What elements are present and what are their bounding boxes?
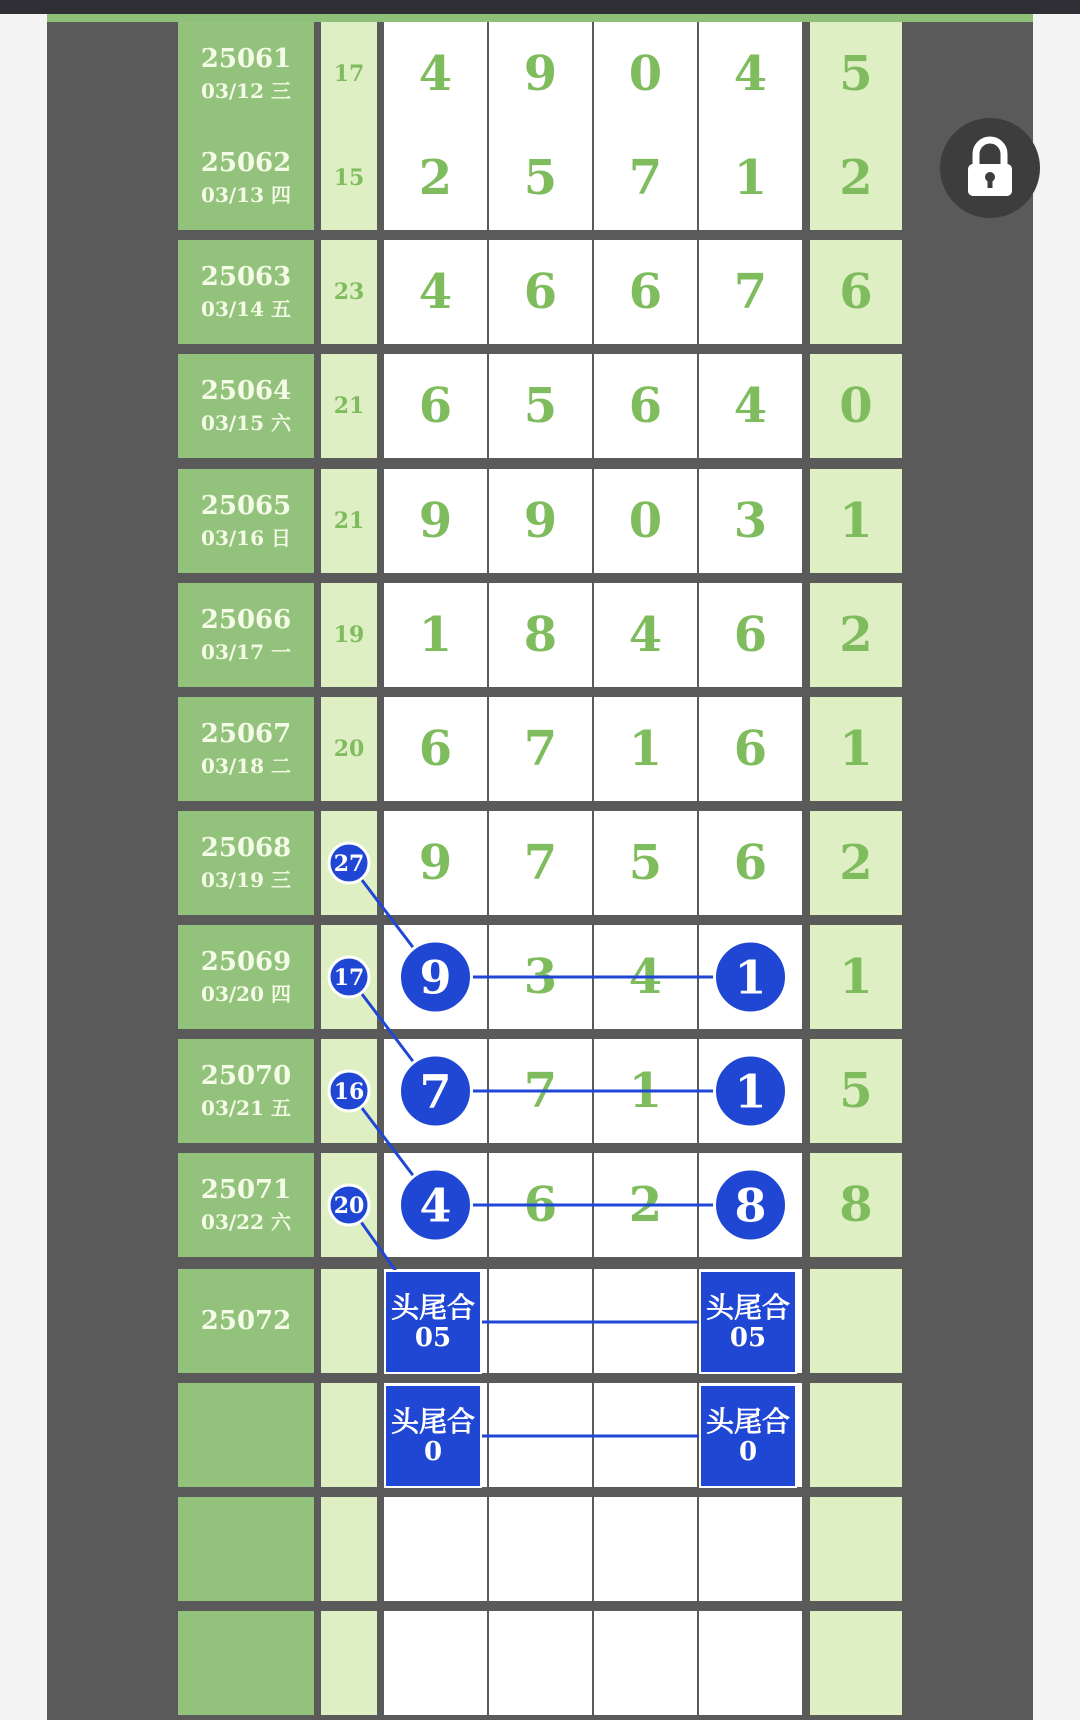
head-digit-marker-text: 7 <box>419 1064 452 1119</box>
tail-digit-marker-text: 8 <box>734 1178 767 1233</box>
digit-value: 3 <box>733 493 768 549</box>
digit-value: 0 <box>628 46 663 102</box>
issue-number: 25066 <box>200 605 292 635</box>
digit-value: 7 <box>733 264 768 320</box>
digit-value: 4 <box>733 378 768 434</box>
issue-number: 25069 <box>200 947 292 977</box>
issue-number: 25065 <box>200 491 292 521</box>
issue-date: 03/14 五 <box>201 297 291 321</box>
digit-value: 7 <box>523 1063 558 1119</box>
digit-value: 4 <box>418 46 453 102</box>
issue-date: 03/21 五 <box>201 1096 291 1120</box>
digit-value: 3 <box>523 949 558 1005</box>
digit-value: 1 <box>628 721 663 777</box>
sum-marker-text: 27 <box>333 850 365 877</box>
tail-value: 6 <box>839 264 873 320</box>
issue-date: 03/18 二 <box>201 754 291 778</box>
tail-value: 5 <box>839 1063 873 1119</box>
prediction-value: 0 <box>423 1437 443 1467</box>
tail-digit-marker <box>715 1169 787 1241</box>
sum-marker-text: 17 <box>333 964 365 991</box>
digit-value: 4 <box>733 46 768 102</box>
issue-number: 25067 <box>200 719 292 749</box>
digit-value: 6 <box>733 835 768 891</box>
tail-value: 1 <box>839 493 873 549</box>
tail-digit-marker <box>715 941 787 1013</box>
issue-number: 25068 <box>200 833 292 863</box>
sum-marker <box>329 957 369 997</box>
digit-value: 9 <box>523 46 558 102</box>
digit-value: 1 <box>733 150 768 206</box>
tail-value: 8 <box>839 1177 873 1233</box>
issue-date: 03/17 一 <box>201 640 291 664</box>
digit-value: 6 <box>523 1177 558 1233</box>
digit-value: 7 <box>523 835 558 891</box>
digit-value: 6 <box>628 378 663 434</box>
sum-value: 19 <box>333 622 365 648</box>
digit-value: 4 <box>628 607 663 663</box>
digit-value: 9 <box>523 493 558 549</box>
sum-marker <box>329 843 369 883</box>
prediction-label: 头尾合 <box>390 1291 475 1324</box>
issue-date: 03/22 六 <box>201 1210 291 1234</box>
tail-value: 5 <box>839 46 873 102</box>
prediction-box <box>384 1270 482 1374</box>
head-digit-marker <box>400 1055 472 1127</box>
prediction-value: 05 <box>729 1323 767 1353</box>
sum-value: 23 <box>333 279 365 305</box>
digit-value: 5 <box>523 150 558 206</box>
issue-number: 25061 <box>200 44 292 74</box>
issue-date: 03/20 四 <box>201 982 291 1006</box>
digit-value: 8 <box>523 607 558 663</box>
sum-marker-text: 20 <box>333 1192 365 1219</box>
issue-date: 03/15 六 <box>201 411 291 435</box>
sum-value: 20 <box>333 736 365 762</box>
issue-number: 25064 <box>200 376 292 406</box>
lock-button[interactable] <box>940 118 1040 218</box>
sum-value: 21 <box>333 393 365 419</box>
sum-marker <box>329 1185 369 1225</box>
sum-value: 21 <box>333 508 365 534</box>
tail-value: 2 <box>839 835 873 891</box>
head-digit-marker-text: 4 <box>419 1178 452 1233</box>
digit-value: 6 <box>733 607 768 663</box>
digit-value: 9 <box>418 835 453 891</box>
tail-digit-marker <box>715 1055 787 1127</box>
issue-date: 03/13 四 <box>201 183 291 207</box>
prediction-box <box>699 1384 797 1488</box>
digit-value: 4 <box>418 264 453 320</box>
prediction-value: 0 <box>738 1437 758 1467</box>
head-digit-marker <box>400 1169 472 1241</box>
issue-number: 25062 <box>200 148 292 178</box>
digit-value: 1 <box>628 1063 663 1119</box>
tail-value: 2 <box>839 607 873 663</box>
digit-value: 9 <box>418 493 453 549</box>
digit-value: 7 <box>628 150 663 206</box>
digit-value: 6 <box>418 721 453 777</box>
issue-number: 25070 <box>200 1061 292 1091</box>
digit-value: 0 <box>628 493 663 549</box>
prediction-label: 头尾合 <box>390 1405 475 1438</box>
sum-value: 17 <box>333 61 365 87</box>
issue-date: 03/12 三 <box>201 79 291 103</box>
issue-number: 25072 <box>200 1306 292 1336</box>
prediction-label: 头尾合 <box>705 1405 790 1438</box>
tail-digit-marker-text: 1 <box>734 950 767 1005</box>
sum-marker <box>329 1071 369 1111</box>
prediction-value: 05 <box>414 1323 452 1353</box>
tail-value: 2 <box>839 150 873 206</box>
digit-value: 6 <box>523 264 558 320</box>
issue-number: 25063 <box>200 262 292 292</box>
lock-icon <box>962 136 1018 200</box>
digit-value: 5 <box>523 378 558 434</box>
prediction-label: 头尾合 <box>705 1291 790 1324</box>
tail-value: 1 <box>839 949 873 1005</box>
head-digit-marker-text: 9 <box>419 950 452 1005</box>
sum-value: 15 <box>333 165 365 191</box>
sum-marker-text: 16 <box>333 1078 365 1105</box>
digit-value: 5 <box>628 835 663 891</box>
issue-date: 03/19 三 <box>201 868 291 892</box>
digit-value: 6 <box>628 264 663 320</box>
digit-value: 6 <box>418 378 453 434</box>
tail-digit-marker-text: 1 <box>734 1064 767 1119</box>
digit-value: 1 <box>418 607 453 663</box>
prediction-box <box>699 1270 797 1374</box>
prediction-box <box>384 1384 482 1488</box>
head-digit-marker <box>400 941 472 1013</box>
issue-number: 25071 <box>200 1175 292 1205</box>
digit-value: 6 <box>733 721 768 777</box>
digit-value: 2 <box>628 1177 663 1233</box>
digit-value: 2 <box>418 150 453 206</box>
issue-date: 03/16 日 <box>201 526 291 550</box>
tail-value: 1 <box>839 721 873 777</box>
digit-value: 7 <box>523 721 558 777</box>
tail-value: 0 <box>839 378 873 434</box>
digit-value: 4 <box>628 949 663 1005</box>
